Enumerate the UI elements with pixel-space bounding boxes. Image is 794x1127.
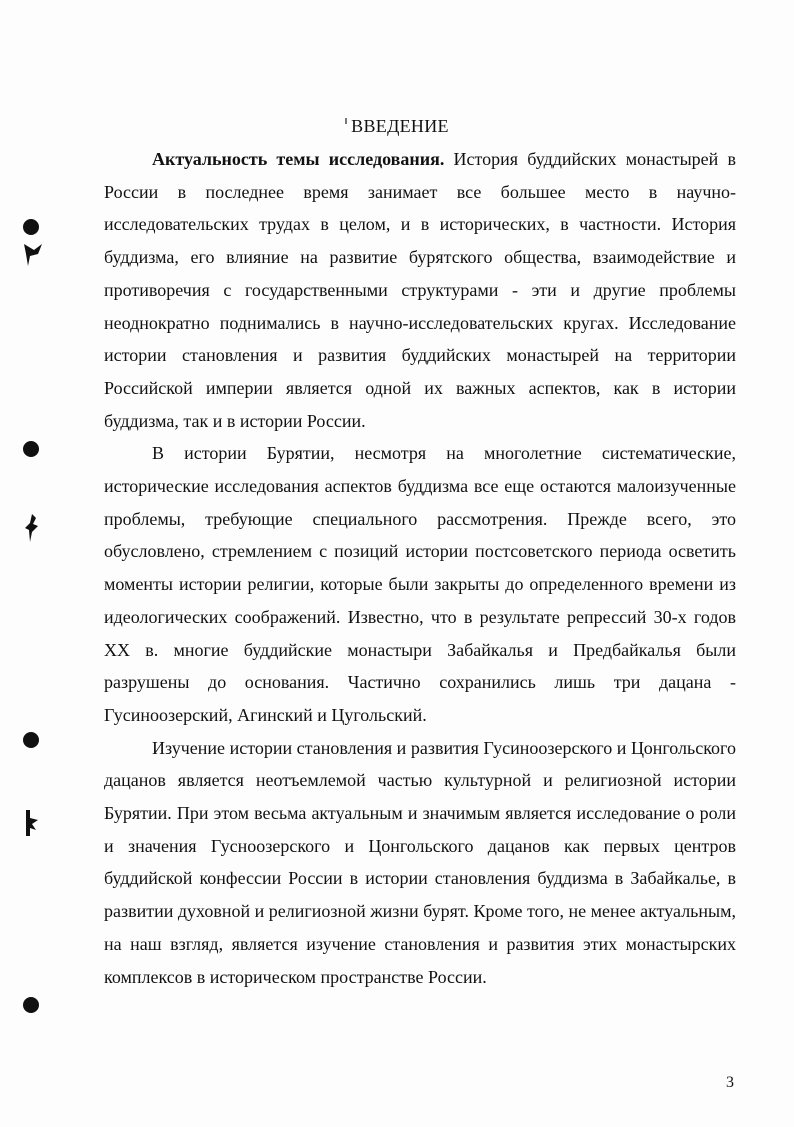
paragraph-text: История буддийских монастырей в России в последнее время занимает все большее место в научно-исследовательских трудах в целом, и в исторических, в частности. История буддизма, его влияние на развитие бурятского общества, взаимодействие и противоречия с государственными структурами - эти и другие проблемы неоднократно поднимались в научно-исследовательских кругах. Исследование истории становления и развития буддийских монастырей на территории Российской империи является одной их важных аспектов, как в истории буддизма, так и в истории России. <box>104 149 736 431</box>
punch-hole-mark <box>23 219 39 235</box>
page-title <box>0 116 794 137</box>
page-number: 3 <box>726 1074 734 1091</box>
paragraph-text: Изучение истории становления и развития Гусиноозерского и Цонгольского дацанов является неотъемлемой частью культурной и религиозной истории Бурятии. При этом весьма актуальным и значимым является исследование о роли и значения Гусноозерского и Цонгольского дацанов как первых центров буддийской конфессии России в истории становления буддизма в Забайкалье, в развитии духовной и религиозной жизни бурят. Кроме того, не менее актуальным, на наш взгляд, является изучение становления и развития этих монастырских комплексов в историческом пространстве России. <box>104 737 737 987</box>
page-title-text: ВВЕДЕНИЕ <box>351 116 449 136</box>
paragraph-lead: Актуальность темы исследования. <box>152 149 445 169</box>
paragraph-relevance <box>104 143 736 437</box>
paragraph-text: В истории Бурятии, несмотря на многолетние систематические, исторические исследования аспектов буддизма все еще остаются малоизученные проблемы, требующие специального рассмотрения. Прежде всего, это обусловлено, стремлением с позиций истории постсоветского периода осветить моменты истории религии, которые были закрыты до определенного времени из идеологических соображений. Известно, что в результате репрессий 30-х годов XX в. многие буддийские монастыри Забайкалья и Предбайкалья были разрушены до основания. Частично сохранились лишь три дацана - Гусиноозерский, Агинский и Цугольский. <box>104 443 736 725</box>
punch-hole-mark <box>23 997 39 1013</box>
paragraph-buryatia-history <box>104 437 736 731</box>
scan-artifact-icon <box>20 806 46 840</box>
scan-tick-mark <box>345 118 347 124</box>
scan-artifact-icon <box>20 510 46 544</box>
paragraph-datsans-study <box>104 732 736 994</box>
punch-hole-mark <box>23 441 39 457</box>
document-body <box>104 143 736 993</box>
punch-hole-mark <box>23 732 39 748</box>
scan-artifact-icon <box>20 236 46 270</box>
